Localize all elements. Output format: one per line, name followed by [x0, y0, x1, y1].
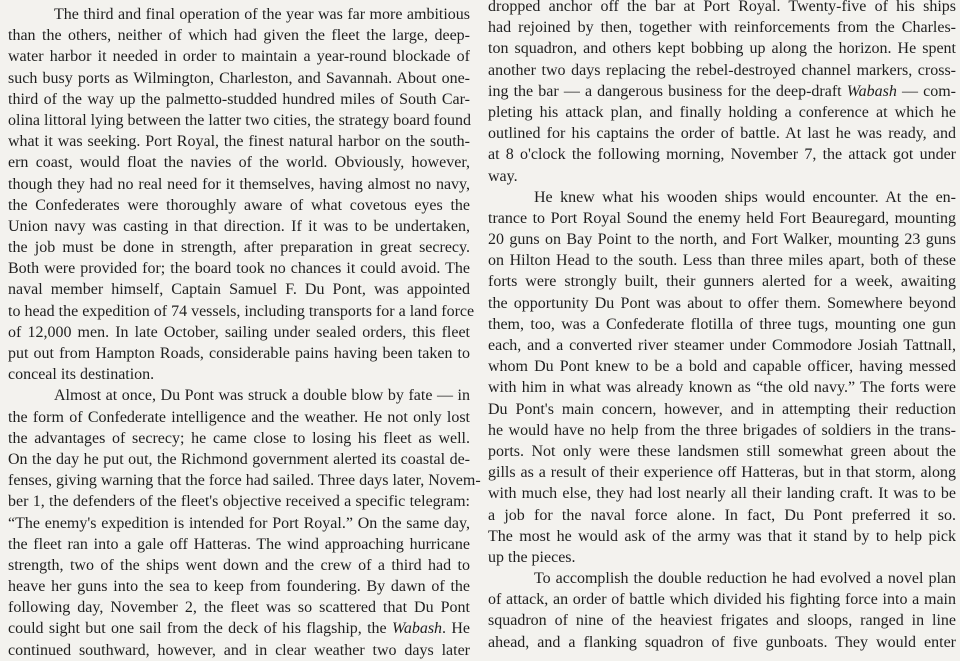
text-line: On the day he put out, the Richmond government alerted its coastal de- — [8, 450, 470, 468]
text-line: He knew what his wooden ships would encounter. At the en- — [534, 188, 956, 206]
text-line: whom Du Pont knew to be a bold and capable officer, having messed — [488, 358, 956, 376]
text-line: The third and final operation of the year was far more ambitious — [54, 6, 470, 23]
text-line: of attack, an order of battle which divided his fighting force into a main — [488, 591, 956, 609]
text-line: squadron of nine of the heaviest frigates and sloops, ranged in line — [488, 612, 956, 630]
text-line: Almost at once, Du Pont was struck a double blow by fate — in — [54, 387, 470, 405]
text-line: he would have no help from the three brigades of soldiers in the trans- — [488, 421, 956, 439]
text-line: ern coast, would float the navies of the world. Obviously, however, — [8, 154, 470, 172]
text-line: fenses, giving warning that the force had sailed. Three days later, Novem- — [8, 472, 481, 490]
text-line: conceal its destination. — [8, 366, 155, 384]
paragraph — [488, 187, 956, 568]
text-line: than the others, neither of which had given the fleet the large, deep- — [8, 27, 470, 45]
text-line: a job for the naval force alone. In fact, Du Pont preferred it so. — [488, 506, 956, 524]
text-line: way. — [488, 167, 518, 185]
text-line: strength, two of the ships went down and the crew of a third had to — [8, 556, 470, 574]
text-line: the Confederates were thoroughly aware of what covetous eyes the — [8, 196, 470, 214]
text-line: with much else, they had lost nearly all their landing craft. It was to be — [488, 485, 956, 503]
text-line: trance to Port Royal Sound the enemy held Fort Beauregard, mounting — [488, 209, 956, 227]
text-line: the form of Confederate intelligence and the weather. He not only lost — [8, 408, 470, 426]
text-line: following day, November 2, the fleet was so scattered that Du Pont — [8, 599, 470, 617]
text-line: olina littoral lying between the latter two cities, the strategy board found — [8, 111, 471, 129]
text-line: ing the bar — a dangerous business for the deep-draft Wabash — com- — [488, 82, 956, 100]
text-line: them, too, was a Confederate flotilla of three tugs, mounting one gun — [488, 315, 956, 333]
text-line: had rejoined by then, together with reinforcements from the Charles- — [488, 19, 956, 37]
text-line: what it was seeking. Port Royal, the finest natural harbor on the south- — [8, 133, 470, 151]
paragraph — [8, 4, 475, 385]
text-line: of 12,000 men. In late October, sailing under sealed orders, this fleet — [8, 323, 470, 341]
text-line: up the pieces. — [488, 548, 576, 566]
text-line: Union navy was casting in that direction. If it was to be undertaken, — [8, 217, 470, 235]
text-line: ahead, and a flanking squadron of five gunboats. They would enter — [488, 633, 956, 651]
text-line: outlined for his captains the order of battle. At last he was ready, and — [488, 125, 956, 143]
text-line: pleting his attack plan, and finally holding a conference at which he — [488, 103, 956, 121]
text-line: To accomplish the double reduction he had evolved a novel plan — [534, 570, 956, 588]
text-line: dropped anchor off the bar at Port Royal. Twenty-five of his ships — [488, 0, 956, 15]
text-line: the advantages of secrecy; he came close to losing his fleet as well. — [8, 429, 470, 447]
text-line: ber 1, the defenders of the fleet's objective received a specific telegram: — [8, 493, 470, 511]
text-line: heave her guns into the sea to keep from foundering. By dawn of the — [8, 578, 470, 596]
paragraph — [8, 385, 481, 660]
text-line: the opportunity Du Pont was about to offer them. Somewhere beyond — [488, 294, 956, 312]
text-line: at 8 o'clock the following morning, November 7, the attack got under — [488, 146, 956, 164]
text-line: continued southward, however, and in clear weather two days later — [8, 641, 470, 659]
text-line: Both were provided for; the board took no chances it could avoid. The — [8, 260, 470, 278]
text-line: such busy ports as Wilmington, Charleston, and Savannah. About one- — [8, 69, 470, 87]
text-line: ton squadron, and others kept bobbing up along the horizon. He spent — [488, 40, 956, 58]
text-line: naval member himself, Captain Samuel F. Du Pont, was appointed — [8, 281, 470, 299]
text-line: though they had no real need for it themselves, having almost no navy, — [8, 175, 470, 193]
text-line: each, and a converted river steamer under Commodore Josiah Tattnall, — [488, 337, 956, 354]
paragraph — [488, 568, 956, 653]
text-line: put out from Hampton Roads, considerable pains having been taken to — [8, 345, 470, 362]
text-line: “The enemy's expedition is intended for Port Royal.” On the same day, — [8, 514, 470, 532]
text-line: water harbor it needed in order to maintain a year-round blockade of — [8, 48, 470, 66]
text-line: ports. Not only were these landsmen still somewhat green about the — [488, 442, 956, 460]
text-line: 20 guns on Bay Point to the north, and Fort Walker, mounting 23 guns — [488, 231, 956, 249]
left-text-column — [8, 0, 481, 659]
text-line: the job must be done in strength, after preparation in great secrecy. — [8, 239, 470, 257]
text-line: another two days replacing the rebel-destroyed channel markers, cross- — [488, 61, 956, 79]
text-line: gills as a result of their experience off Hatteras, but in that storm, along — [488, 464, 956, 482]
text-line: Du Pont's main concern, however, and in attempting their reduction — [488, 400, 956, 418]
text-line: could sight but one sail from the deck of his flagship, the Wabash. He — [8, 620, 471, 638]
text-line: with him in what was already known as “the old navy.” The forts were — [488, 379, 956, 397]
right-text-column — [488, 0, 956, 651]
text-line: third of the way up the palmetto-studded hundred miles of South Car- — [8, 90, 470, 108]
text-line: to head the expedition of 74 vessels, including transports for a land force — [8, 302, 475, 320]
text-line: The most he would ask of the army was that it stand by to help pick — [488, 527, 956, 545]
text-line: forts were strongly built, their gunners alerted for a week, awaiting — [488, 273, 956, 291]
paragraph — [488, 0, 956, 187]
text-line: on Hilton Head to the south. Less than three miles apart, both of these — [488, 252, 956, 270]
text-line: the fleet ran into a gale off Hatteras. The wind approaching hurricane — [8, 535, 470, 553]
